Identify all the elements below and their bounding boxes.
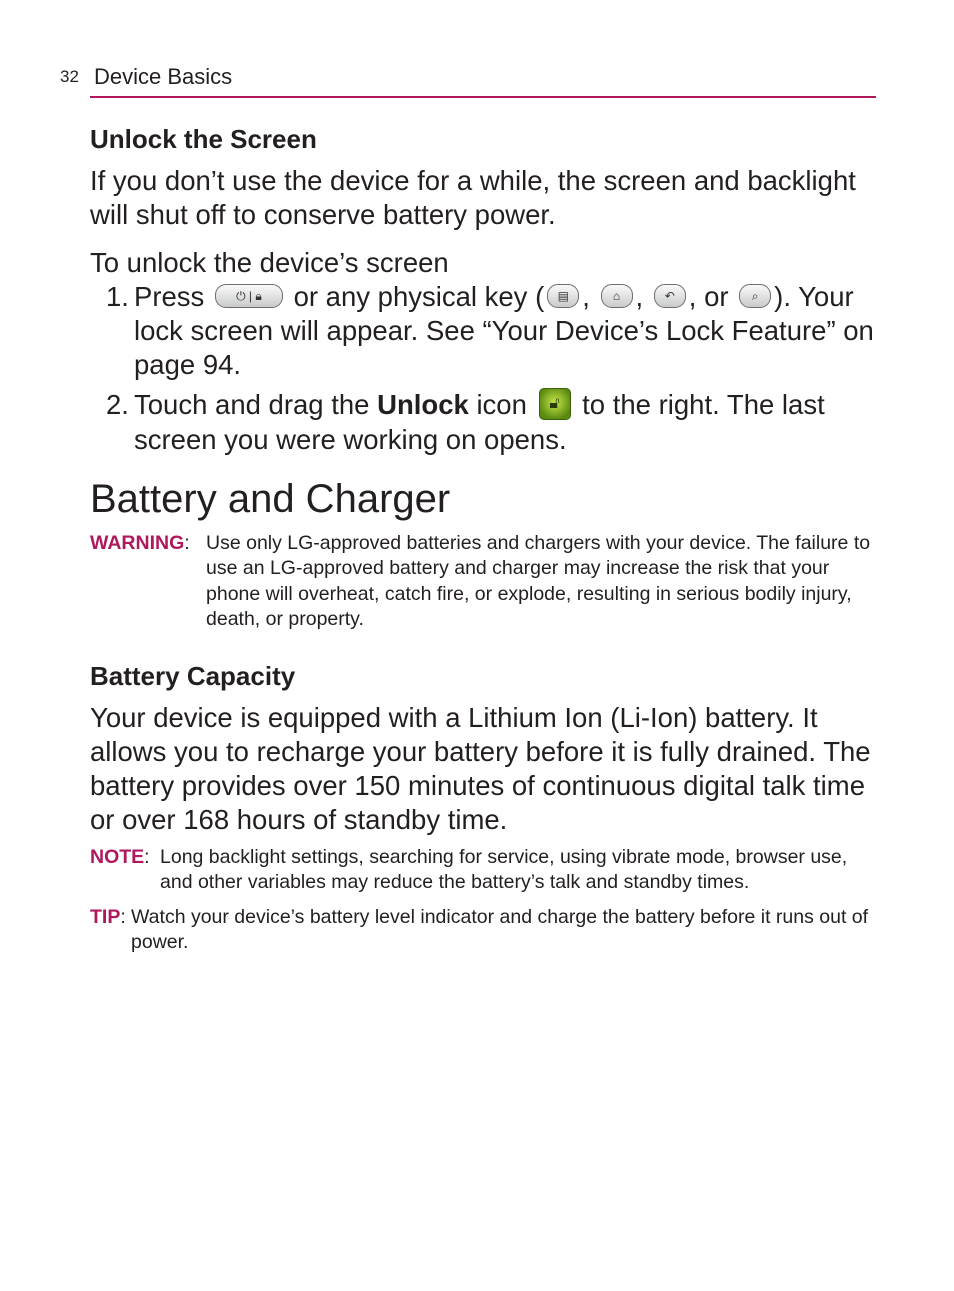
unlock-procedure-title: To unlock the device’s screen [90, 247, 449, 278]
warning-label: WARNING [90, 531, 185, 554]
note-block: NOTE: Long backlight settings, searching for service, using vibrate mode, browser use, and other variables may reduce the battery’s talk and standby times. [90, 845, 876, 896]
section-title: Device Basics [94, 64, 233, 89]
note-label: NOTE [90, 845, 145, 868]
battery-title: Battery and Charger [90, 476, 451, 521]
step-2 [90, 388, 876, 457]
step-2-text-c: to the right. The last screen you were working on opens. [134, 389, 825, 455]
menu-key-icon: ▤ [547, 284, 579, 308]
back-key-icon: ↶ [654, 284, 686, 308]
step-1-sep-1: , [582, 281, 590, 312]
home-key-icon: ⌂ [601, 284, 633, 308]
unlock-heading: Unlock the Screen [90, 124, 317, 154]
step-1-text-b: or any physical key ( [293, 281, 545, 312]
tip-block: TIP: Watch your device’s battery level indicator and charge the battery before it runs out of power. [90, 905, 876, 956]
step-1 [90, 280, 876, 382]
warning-note: WARNING: Use only LG-approved batteries and chargers with your device. The failure to use an LG-approved battery and charger may increase the risk that your phone will overheat, catch fire, or explode, resulting in serious bodily injury, death, or property. [90, 531, 876, 633]
step-2-unlock-label: Unlock [377, 389, 469, 420]
warning-text: Use only LG-approved batteries and chargers with your device. The failure to use an LG-approved battery and charger may increase the risk that your phone will overheat, catch fire, or explode, resulting in serious bodily injury, death, or property. [206, 531, 871, 631]
step-2-text-b: icon [476, 389, 527, 420]
step-2-number: 2. [106, 389, 129, 420]
step-1-sep-3: , or [688, 281, 729, 312]
step-1-text-a: Press [134, 281, 205, 312]
tip-text: Watch your device’s battery level indicator and charge the battery before it runs out of power. [131, 905, 869, 954]
step-2-text-a: Touch and drag the [134, 389, 370, 420]
battery-capacity-heading: Battery Capacity [90, 660, 296, 691]
search-key-icon: ⌕ [739, 284, 771, 308]
page-content [90, 122, 876, 965]
header-divider [90, 96, 876, 98]
page-number: 32 [60, 67, 79, 86]
unlock-intro: If you don’t use the device for a while, the screen and backlight will shut off to conserve battery power. [90, 165, 856, 230]
unlock-icon: 🔓︎ [539, 388, 571, 420]
step-1-sep-2: , [635, 281, 644, 312]
tip-label: TIP [90, 905, 121, 928]
power-lock-key-icon: ⏻ | 🔒︎ [215, 284, 283, 308]
page-header [60, 62, 876, 98]
battery-capacity-text: Your device is equipped with a Lithium Ion (Li-Ion) battery. It allows you to recharge your battery before it is fully drained. The battery provides over 150 minutes of continuous digital talk time or over 168 hours of standby time. [90, 701, 871, 835]
step-1-number: 1. [106, 281, 129, 312]
note-text: Long backlight settings, searching for service, using vibrate mode, browser use, and other variables may reduce the battery’s talk and standby times. [160, 845, 848, 894]
step-1-text-c: ). Your lock screen will appear. See “Your Device’s Lock Feature” on page 94. [134, 281, 874, 380]
